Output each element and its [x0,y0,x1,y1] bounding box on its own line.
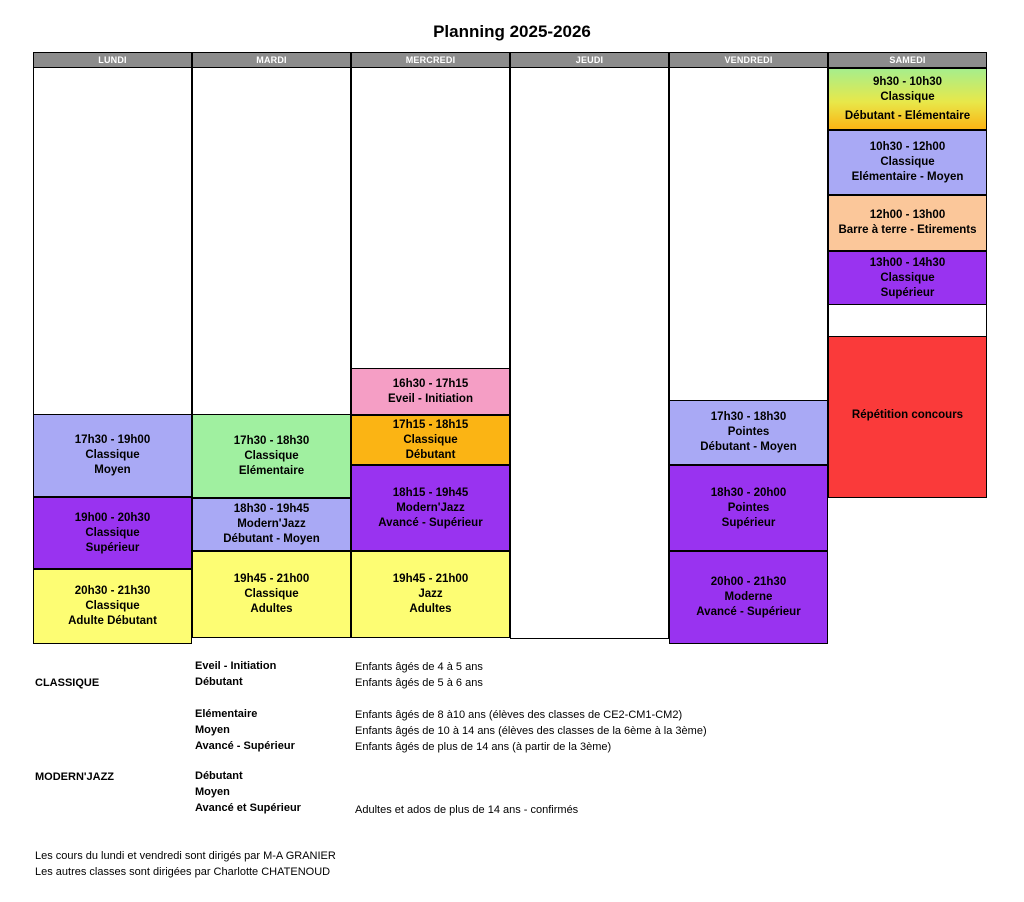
class-slot [351,368,510,415]
slot-time: 19h45 - 21h00 [233,573,310,585]
day-header-jeudi: JEUDI [510,52,669,68]
legend-level: Eveil - Initiation [195,660,277,672]
slot-time: 19h45 - 21h00 [392,573,469,585]
slot-level: Elémentaire [238,464,305,477]
slot-course: Pointes [727,501,770,514]
day-header-vendredi: VENDREDI [669,52,828,68]
legend-category-classique: CLASSIQUE [35,677,100,689]
class-slot [33,497,192,569]
slot-course: Répétition concours [851,408,964,421]
day-header-samedi: SAMEDI [828,52,987,68]
legend-description: Enfants âgés de 10 à 14 ans (élèves des classes de la 6ème à la 3ème) [355,725,707,737]
slot-time: 18h30 - 20h00 [710,486,787,499]
slot-time: 10h30 - 12h00 [869,141,946,153]
class-slot [828,336,987,498]
legend-level: Avancé et Supérieur [195,802,301,814]
column-jeudi [510,52,669,639]
slot-level: Supérieur [880,286,935,299]
class-slot [828,130,987,195]
legend-level: Elémentaire [195,708,258,720]
day-header-mardi: MARDI [192,52,351,68]
slot-level: Débutant - Moyen [223,533,320,545]
legend-category-modernjazz: MODERN'JAZZ [35,771,115,783]
class-slot [669,551,828,644]
legend-level: Moyen [195,724,230,736]
slot-time: 17h30 - 18h30 [710,411,787,423]
class-slot [351,551,510,638]
day-header-lundi: LUNDI [33,52,192,68]
slot-course: Classique [85,526,140,539]
class-slot [192,498,351,551]
legend-description: Enfants âgés de plus de 14 ans (à partir de la 3ème) [355,741,612,753]
class-slot [669,400,828,465]
slot-level: Adulte Débutant [68,615,157,627]
slot-course: Classique [85,600,140,612]
slot-time: 9h30 - 10h30 [872,75,943,88]
legend-level: Moyen [195,786,230,798]
slot-level: Elémentaire - Moyen [851,171,964,183]
slot-time: 13h00 - 14h30 [869,256,946,269]
legend-description: Enfants âgés de 5 à 6 ans [355,677,483,689]
class-slot [192,414,351,498]
slot-level: Moyen [94,464,131,476]
legend-level: Débutant [195,676,243,688]
slot-level: Adultes [250,603,293,615]
class-slot [33,569,192,644]
slot-course: Jazz [418,588,443,600]
slot-course: Classique [85,449,140,461]
slot-time: 17h30 - 19h00 [74,434,151,446]
slot-time: 19h00 - 20h30 [74,511,151,524]
slot-course: Modern'Jazz [396,501,465,514]
slot-level: Avancé - Supérieur [378,516,483,529]
slot-course: Pointes [727,426,770,438]
legend-level: Avancé - Supérieur [195,740,295,752]
slot-course: Barre à terre - Etirements [838,224,977,236]
class-slot [828,68,987,130]
slot-course: Classique [244,588,299,600]
slot-time: 18h15 - 19h45 [392,486,469,499]
slot-time: 16h30 - 17h15 [392,377,469,390]
slot-course: Classique [880,271,935,284]
slot-level: Avancé - Supérieur [696,606,801,618]
class-slot [192,551,351,638]
slot-time: 17h30 - 18h30 [233,434,310,447]
slot-course: Classique [244,449,299,462]
slot-time: 20h00 - 21h30 [710,576,787,588]
class-slot [351,465,510,551]
class-slot [828,195,987,251]
slot-time: 17h15 - 18h15 [392,418,469,431]
page-title: Planning 2025-2026 [433,22,591,41]
legend-description: Enfants âgés de 4 à 5 ans [355,661,483,673]
class-slot [669,465,828,551]
slot-time: 12h00 - 13h00 [869,209,946,221]
slot-level: Débutant [405,448,456,461]
slot-time: 20h30 - 21h30 [74,585,151,597]
class-slot [33,414,192,497]
slot-level: Débutant - Elémentaire [844,109,971,122]
day-header-mercredi: MERCREDI [351,52,510,68]
slot-course: Eveil - Initiation [388,392,473,405]
slot-course: Classique [880,90,935,103]
legend-description: Enfants âgés de 8 à10 ans (élèves des classes de CE2-CM1-CM2) [355,709,683,721]
slot-course: Modern'Jazz [237,518,306,530]
footer-note: Les autres classes sont dirigées par Charlotte CHATENOUD [35,866,331,878]
slot-level: Supérieur [85,541,140,554]
legend-level: Débutant [195,770,243,782]
slot-level: Débutant - Moyen [700,441,797,453]
class-slot [351,415,510,465]
footer-note: Les cours du lundi et vendredi sont dirigés par M-A GRANIER [35,850,336,862]
legend-description: Adultes et ados de plus de 14 ans - confirmés [355,804,579,816]
slot-level: Adultes [409,603,452,615]
slot-course: Classique [403,433,458,446]
slot-course: Moderne [724,591,773,603]
slot-course: Classique [880,156,935,168]
class-slot [828,251,987,305]
slot-time: 18h30 - 19h45 [233,503,310,515]
slot-level: Supérieur [721,516,776,529]
